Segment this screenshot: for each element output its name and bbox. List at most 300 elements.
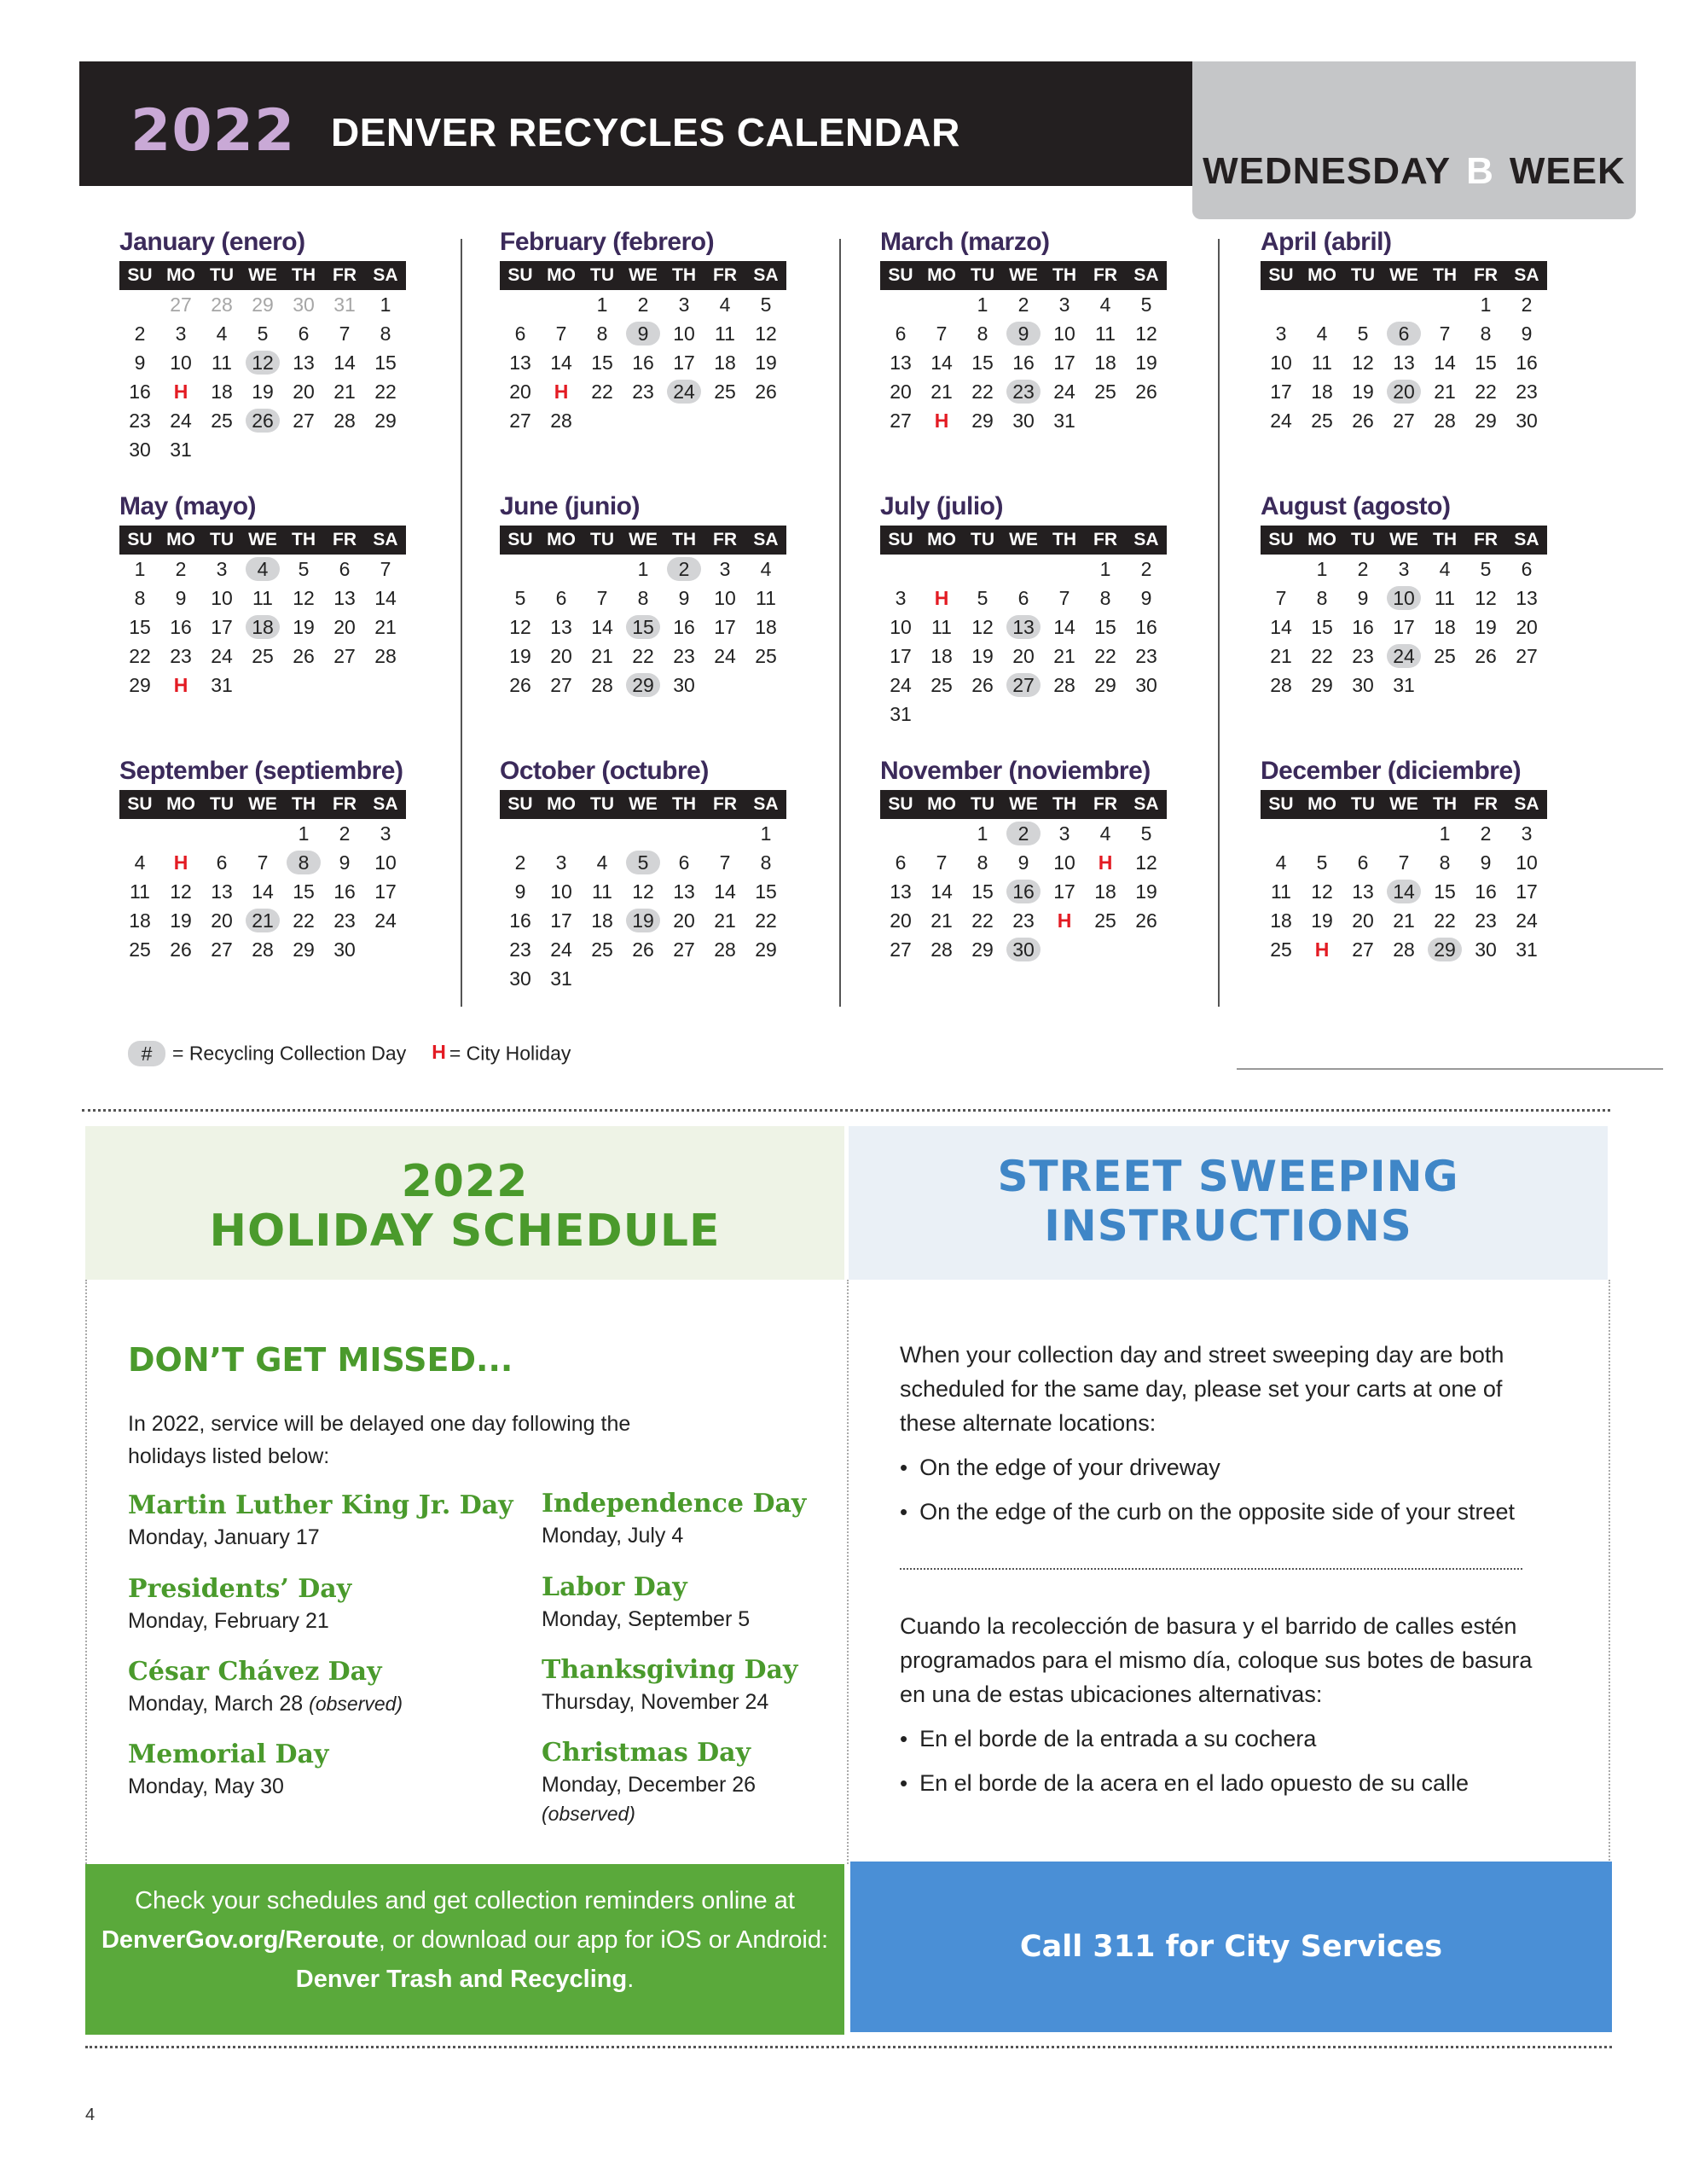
day-cell: 21 xyxy=(1393,909,1415,932)
day-cell: 14 xyxy=(1434,351,1456,374)
day-cell: 12 xyxy=(1352,351,1374,374)
day-cell: 26 xyxy=(755,380,777,403)
day-cell: 25 xyxy=(1270,938,1292,961)
day-cell: 10 xyxy=(550,880,572,903)
day-cell: 30 xyxy=(1516,410,1538,432)
day-cell: 26 xyxy=(1135,380,1157,403)
day-cell: 18 xyxy=(591,909,613,932)
day-grid xyxy=(500,555,786,700)
holiday-item xyxy=(128,1738,529,1801)
day-cell: 23 xyxy=(673,645,695,667)
day-cell: 7 xyxy=(1439,322,1451,345)
empty-day-cell xyxy=(921,290,962,319)
weekday-label: MO xyxy=(927,265,956,285)
day-cell: 16 xyxy=(673,616,695,638)
month-title: June (junio) xyxy=(500,492,640,520)
day-cell: 2 xyxy=(637,293,649,316)
weekday-label: SU xyxy=(127,265,153,285)
weekday-label: TH xyxy=(292,530,316,549)
app-period: . xyxy=(627,1966,635,1993)
day-cell: 22 xyxy=(971,909,994,932)
day-cell: 1 xyxy=(760,822,772,845)
day-cell: 10 xyxy=(673,322,695,345)
empty-day-cell xyxy=(201,819,242,848)
day-cell: 11 xyxy=(756,587,776,609)
day-cell: 26 xyxy=(170,938,192,961)
day-cell: 28 xyxy=(1270,674,1292,696)
day-cell: 5 xyxy=(1140,822,1152,845)
recycling-day-cell: 30 xyxy=(1003,935,1044,964)
day-cell: 7 xyxy=(936,851,948,874)
weekday-label: MO xyxy=(166,794,195,814)
day-cell: 23 xyxy=(509,938,531,961)
weekday-label: TH xyxy=(1052,794,1076,814)
day-cell: 12 xyxy=(1475,587,1497,609)
recycling-day-cell: 15 xyxy=(623,613,664,642)
day-cell: 31 xyxy=(1053,410,1075,432)
day-cell: 31 xyxy=(550,967,572,990)
month-calendar xyxy=(880,224,1187,435)
day-cell: 7 xyxy=(339,322,351,345)
day-cell: 9 xyxy=(1017,851,1029,874)
day-cell: 12 xyxy=(1311,880,1333,903)
weekday-label: SU xyxy=(888,265,913,285)
day-cell: 10 xyxy=(890,616,912,638)
week-word: WEEK xyxy=(1509,150,1626,192)
weekday-label: SA xyxy=(1514,530,1539,549)
day-cell: 17 xyxy=(550,909,572,932)
empty-day-cell xyxy=(880,555,921,584)
month-calendar xyxy=(1261,488,1568,700)
day-cell: 28 xyxy=(1393,938,1415,961)
day-cell: 6 xyxy=(514,322,526,345)
day-cell: 6 xyxy=(1017,587,1029,609)
day-cell: 29 xyxy=(1094,674,1116,696)
day-cell: 21 xyxy=(333,380,356,403)
day-cell: 3 xyxy=(895,587,907,609)
day-cell: 30 xyxy=(1475,938,1497,961)
day-cell: 15 xyxy=(129,616,151,638)
day-cell: 1 xyxy=(380,293,391,316)
day-cell: 14 xyxy=(374,587,397,609)
day-cell: 13 xyxy=(211,880,233,903)
day-cell: 21 xyxy=(1053,645,1075,667)
holiday-name: César Chávez Day xyxy=(128,1657,382,1687)
day-cell: 5 xyxy=(1140,293,1152,316)
weekday-label: TH xyxy=(1052,265,1076,285)
day-cell: 25 xyxy=(930,674,953,696)
day-cell: 30 xyxy=(509,967,531,990)
weekday-label: FR xyxy=(1093,265,1117,285)
day-cell: 10 xyxy=(1270,351,1292,374)
weekday-label: WE xyxy=(248,530,277,549)
day-cell: 26 xyxy=(293,645,315,667)
day-grid xyxy=(119,555,406,700)
day-cell: 7 xyxy=(257,851,269,874)
day-cell: 28 xyxy=(591,674,613,696)
day-cell: 18 xyxy=(755,616,777,638)
weekday-label: TU xyxy=(971,530,994,549)
previous-month-day-cell: 31 xyxy=(333,293,356,316)
day-cell: 11 xyxy=(130,880,150,903)
recycling-day-cell: 13 xyxy=(1003,613,1044,642)
weekday-label: SU xyxy=(507,265,533,285)
day-cell: 17 xyxy=(890,645,912,667)
day-cell: 29 xyxy=(1475,410,1497,432)
holiday-day-cell: H xyxy=(554,380,569,403)
week-tab xyxy=(1192,61,1636,219)
day-cell: 6 xyxy=(555,587,567,609)
day-cell: 26 xyxy=(632,938,654,961)
recycling-day-cell: 24 xyxy=(664,377,704,406)
recycling-day-cell: 18 xyxy=(242,613,283,642)
weekday-label: MO xyxy=(1307,265,1336,285)
day-cell: 2 xyxy=(339,822,351,845)
empty-day-cell xyxy=(500,555,541,584)
day-cell: 31 xyxy=(1516,938,1538,961)
day-cell: 8 xyxy=(1316,587,1328,609)
recycling-day-cell: 9 xyxy=(623,319,664,348)
day-cell: 31 xyxy=(211,674,233,696)
day-cell: 22 xyxy=(632,645,654,667)
day-cell: 11 xyxy=(1095,322,1116,345)
recycling-day-cell: 10 xyxy=(1383,584,1424,613)
day-cell: 27 xyxy=(1352,938,1374,961)
day-cell: 8 xyxy=(1439,851,1451,874)
holiday-name: Presidents’ Day xyxy=(128,1574,352,1604)
weekday-label: SU xyxy=(507,530,533,549)
month-title: July (julio) xyxy=(880,492,1003,520)
weekday-label: SA xyxy=(753,530,779,549)
day-cell: 28 xyxy=(374,645,397,667)
day-cell: 13 xyxy=(1516,587,1538,609)
day-cell: 1 xyxy=(134,558,146,580)
day-cell: 27 xyxy=(1516,645,1538,667)
holiday-day-cell: H xyxy=(934,410,949,432)
weekday-header xyxy=(119,526,406,555)
empty-day-cell xyxy=(1261,290,1301,319)
day-cell: 1 xyxy=(1316,558,1328,580)
month-title: February (febrero) xyxy=(500,228,715,256)
day-cell: 11 xyxy=(252,587,273,609)
holiday-item xyxy=(128,1489,529,1552)
day-cell: 5 xyxy=(1480,558,1492,580)
empty-day-cell xyxy=(1383,819,1424,848)
weekday-header xyxy=(880,261,1167,290)
empty-day-cell xyxy=(1342,290,1383,319)
day-cell: 14 xyxy=(333,351,356,374)
weekday-label: FR xyxy=(713,794,737,814)
day-cell: 4 xyxy=(596,851,608,874)
day-cell: 14 xyxy=(1053,616,1075,638)
day-cell: 17 xyxy=(1516,880,1538,903)
holiday-item xyxy=(128,1655,529,1718)
day-cell: 6 xyxy=(339,558,351,580)
day-cell: 26 xyxy=(971,674,994,696)
column-divider xyxy=(839,239,841,1007)
empty-day-cell xyxy=(1044,555,1085,584)
recycling-day-cell: 2 xyxy=(664,555,704,584)
day-cell: 22 xyxy=(374,380,397,403)
weekday-label: TH xyxy=(1052,530,1076,549)
week-day: WEDNESDAY xyxy=(1203,150,1452,192)
day-cell: 21 xyxy=(591,645,613,667)
day-cell: 11 xyxy=(1271,880,1291,903)
weekday-label: FR xyxy=(1093,794,1117,814)
empty-day-cell xyxy=(623,819,664,848)
day-cell: 20 xyxy=(673,909,695,932)
dotted-border xyxy=(85,1280,87,1864)
day-cell: 4 xyxy=(1316,322,1328,345)
day-cell: 10 xyxy=(1053,851,1075,874)
weekday-label: FR xyxy=(1474,530,1498,549)
holiday-item xyxy=(542,1487,942,1550)
day-cell: 20 xyxy=(211,909,233,932)
day-cell: 18 xyxy=(1434,616,1456,638)
weekday-label: FR xyxy=(1474,794,1498,814)
day-cell: 11 xyxy=(1435,587,1455,609)
weekday-label: MO xyxy=(1307,794,1336,814)
weekday-label: WE xyxy=(248,265,277,285)
weekday-label: FR xyxy=(333,265,357,285)
weekday-header xyxy=(1261,261,1547,290)
day-cell: 16 xyxy=(1475,880,1497,903)
day-cell: 19 xyxy=(755,351,777,374)
day-cell: 8 xyxy=(977,322,988,345)
recycling-day-cell: 27 xyxy=(1003,671,1044,700)
weekday-label: TU xyxy=(210,794,234,814)
day-cell: 25 xyxy=(1094,380,1116,403)
day-cell: 22 xyxy=(1311,645,1333,667)
day-cell: 28 xyxy=(333,410,356,432)
day-cell: 3 xyxy=(1275,322,1287,345)
online-info-line2: , or download our app for iOS or Android: xyxy=(378,1926,829,1954)
day-cell: 20 xyxy=(550,645,572,667)
day-cell: 19 xyxy=(1475,616,1497,638)
month-calendar xyxy=(119,488,426,700)
holiday-intro: In 2022, service will be delayed one day following the holidays listed below: xyxy=(128,1412,631,1468)
weekday-label: WE xyxy=(1389,530,1418,549)
day-cell: 14 xyxy=(930,880,953,903)
month-calendar xyxy=(500,752,807,993)
sweep-title-line2: INSTRUCTIONS xyxy=(1044,1201,1412,1251)
weekday-label: SU xyxy=(888,530,913,549)
weekday-label: TH xyxy=(292,265,316,285)
weekday-label: WE xyxy=(1389,265,1418,285)
day-cell: 22 xyxy=(1475,380,1497,403)
day-cell: 28 xyxy=(550,410,572,432)
weekday-label: MO xyxy=(927,530,956,549)
call-311-bar xyxy=(850,1862,1612,2032)
day-cell: 31 xyxy=(1393,674,1415,696)
previous-month-day-cell: 28 xyxy=(211,293,233,316)
weekday-label: WE xyxy=(1009,530,1038,549)
month-grid xyxy=(119,224,1595,1008)
day-grid xyxy=(119,819,406,964)
day-cell: 30 xyxy=(1135,674,1157,696)
day-cell: 6 xyxy=(895,322,907,345)
day-cell: 2 xyxy=(514,851,526,874)
day-cell: 9 xyxy=(175,587,187,609)
day-cell: 5 xyxy=(1316,851,1328,874)
holiday-name: Christmas Day xyxy=(542,1738,751,1768)
holiday-date: Monday, December 26 xyxy=(542,1773,757,1797)
day-cell: 3 xyxy=(1398,558,1410,580)
holiday-note: (observed) xyxy=(309,1693,403,1715)
day-cell: 5 xyxy=(257,322,269,345)
day-cell: 13 xyxy=(550,616,572,638)
day-cell: 8 xyxy=(760,851,772,874)
day-cell: 16 xyxy=(632,351,654,374)
day-cell: 9 xyxy=(678,587,690,609)
day-cell: 14 xyxy=(1270,616,1292,638)
day-cell: 23 xyxy=(632,380,654,403)
weekday-label: TU xyxy=(1351,794,1375,814)
weekday-label: TH xyxy=(672,530,696,549)
weekday-label: FR xyxy=(333,530,357,549)
day-cell: 15 xyxy=(1094,616,1116,638)
day-cell: 15 xyxy=(591,351,613,374)
empty-day-cell xyxy=(1261,555,1301,584)
holiday-date: Monday, February 21 xyxy=(128,1609,329,1633)
online-info-line1: Check your schedules and get collection reminders online at xyxy=(135,1887,795,1914)
header-title: DENVER RECYCLES CALENDAR xyxy=(331,110,960,154)
day-cell: 16 xyxy=(1516,351,1538,374)
weekday-label: TH xyxy=(1433,530,1457,549)
day-cell: 22 xyxy=(1434,909,1456,932)
day-cell: 18 xyxy=(211,380,233,403)
empty-day-cell xyxy=(119,290,160,319)
day-cell: 1 xyxy=(298,822,310,845)
holiday-date: Monday, January 17 xyxy=(128,1525,320,1549)
sweep-list-spanish xyxy=(900,1716,1565,1805)
day-cell: 23 xyxy=(333,909,356,932)
day-cell: 4 xyxy=(760,558,772,580)
day-cell: 18 xyxy=(1311,380,1333,403)
weekday-label: TU xyxy=(210,530,234,549)
day-cell: 24 xyxy=(211,645,233,667)
day-cell: 20 xyxy=(1012,645,1035,667)
day-cell: 20 xyxy=(890,380,912,403)
weekday-label: TH xyxy=(672,265,696,285)
day-cell: 15 xyxy=(971,880,994,903)
day-cell: 13 xyxy=(673,880,695,903)
day-cell: 22 xyxy=(129,645,151,667)
day-cell: 16 xyxy=(333,880,356,903)
legend-holiday-text: = City Holiday xyxy=(449,1042,571,1065)
day-cell: 22 xyxy=(591,380,613,403)
empty-day-cell xyxy=(1301,819,1342,848)
day-cell: 9 xyxy=(514,880,526,903)
day-grid xyxy=(119,290,406,464)
day-cell: 18 xyxy=(1094,880,1116,903)
weekday-label: MO xyxy=(166,265,195,285)
weekday-label: TU xyxy=(590,265,614,285)
day-cell: 7 xyxy=(596,587,608,609)
day-cell: 21 xyxy=(714,909,736,932)
day-grid xyxy=(500,819,786,993)
day-cell: 9 xyxy=(134,351,146,374)
day-cell: 12 xyxy=(632,880,654,903)
day-cell: 27 xyxy=(890,410,912,432)
day-cell: 17 xyxy=(1393,616,1415,638)
day-cell: 14 xyxy=(591,616,613,638)
day-cell: 5 xyxy=(760,293,772,316)
reroute-link[interactable]: DenverGov.org/Reroute xyxy=(101,1926,379,1954)
day-cell: 26 xyxy=(509,674,531,696)
dotted-divider xyxy=(82,1109,1610,1112)
day-cell: 17 xyxy=(1270,380,1292,403)
recycling-day-cell: 9 xyxy=(1003,319,1044,348)
day-cell: 1 xyxy=(1480,293,1492,316)
empty-day-cell xyxy=(1424,290,1465,319)
call-311-text: Call 311 for City Services xyxy=(1019,1930,1443,1964)
day-cell: 7 xyxy=(719,851,731,874)
week-label xyxy=(1192,150,1636,193)
day-cell: 31 xyxy=(170,439,192,461)
month-calendar xyxy=(119,752,426,964)
month-calendar xyxy=(500,224,807,435)
weekday-label: SA xyxy=(1514,265,1539,285)
empty-day-cell xyxy=(1261,819,1301,848)
day-cell: 19 xyxy=(293,616,315,638)
weekday-label: SU xyxy=(1268,265,1294,285)
day-cell: 27 xyxy=(550,674,572,696)
day-cell: 6 xyxy=(1357,851,1369,874)
weekday-header xyxy=(880,526,1167,555)
sweep-text-spanish: Cuando la recolección de basura y el barrido de calles estén programados para el mismo día, coloque sus botes de basura en una de estas ubicaciones alternativas: xyxy=(900,1613,1533,1707)
day-cell: 3 xyxy=(1521,822,1533,845)
day-cell: 4 xyxy=(1439,558,1451,580)
day-cell: 15 xyxy=(971,351,994,374)
day-cell: 23 xyxy=(1352,645,1374,667)
holiday-day-cell: H xyxy=(173,380,188,403)
day-cell: 13 xyxy=(890,880,912,903)
street-sweeping-header xyxy=(849,1126,1608,1280)
day-cell: 3 xyxy=(719,558,731,580)
empty-day-cell xyxy=(880,290,921,319)
weekday-label: FR xyxy=(1474,265,1498,285)
day-cell: 11 xyxy=(931,616,952,638)
day-cell: 28 xyxy=(1053,674,1075,696)
recycling-day-cell: 8 xyxy=(283,848,324,877)
day-cell: 25 xyxy=(591,938,613,961)
weekday-label: FR xyxy=(713,530,737,549)
day-cell: 28 xyxy=(252,938,274,961)
month-calendar xyxy=(880,488,1187,729)
day-cell: 13 xyxy=(1393,351,1415,374)
day-cell: 10 xyxy=(211,587,233,609)
holiday-schedule-title xyxy=(85,1157,844,1256)
day-cell: 7 xyxy=(1275,587,1287,609)
recycling-day-cell: 12 xyxy=(242,348,283,377)
day-cell: 27 xyxy=(333,645,356,667)
day-cell: 5 xyxy=(298,558,310,580)
list-item: • En el borde de la entrada a su cochera xyxy=(900,1716,1565,1761)
holiday-date: Monday, March 28 xyxy=(128,1692,304,1716)
day-cell: 1 xyxy=(1439,822,1451,845)
day-cell: 18 xyxy=(714,351,736,374)
day-cell: 24 xyxy=(1053,380,1075,403)
month-title: April (abril) xyxy=(1261,228,1392,256)
day-cell: 26 xyxy=(1135,909,1157,932)
empty-day-cell xyxy=(500,819,541,848)
day-cell: 7 xyxy=(936,322,948,345)
day-cell: 4 xyxy=(1099,293,1111,316)
weekday-label: WE xyxy=(1009,794,1038,814)
recycling-day-cell: 29 xyxy=(1424,935,1465,964)
day-cell: 19 xyxy=(1135,351,1157,374)
